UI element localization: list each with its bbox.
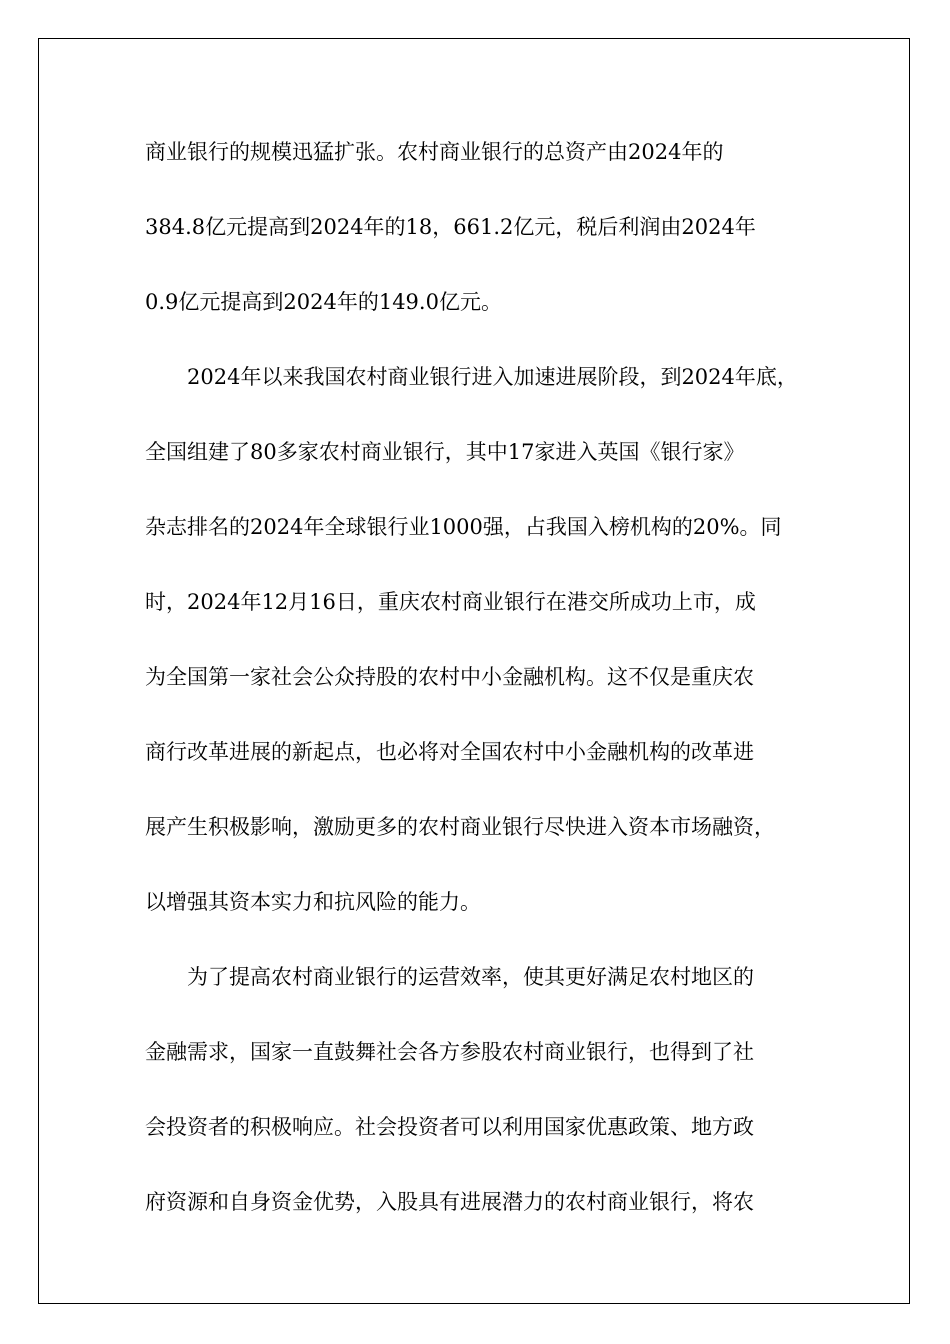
text-line: 384.8亿元提高到2024年的18，661.2亿元，税后利润由2024年 xyxy=(145,215,756,239)
text-line: 金融需求，国家一直鼓舞社会各方参股农村商业银行，也得到了社 xyxy=(145,1040,754,1064)
paragraph-first-line: 为了提高农村商业银行的运营效率，使其更好满足农村地区的 xyxy=(187,965,754,989)
text-line: 展产生积极影响，激励更多的农村商业银行尽快进入资本市场融资， xyxy=(145,815,775,839)
text-line: 杂志排名的2024年全球银行业1000强，占我国入榜机构的20%。同 xyxy=(145,515,782,539)
text-line: 0.9亿元提高到2024年的149.0亿元。 xyxy=(145,290,502,314)
text-line: 商行改革进展的新起点，也必将对全国农村中小金融机构的改革进 xyxy=(145,740,754,764)
text-line: 商业银行的规模迅猛扩张。农村商业银行的总资产由2024年的 xyxy=(145,140,724,164)
text-line: 府资源和自身资金优势，入股具有进展潜力的农村商业银行，将农 xyxy=(145,1190,754,1214)
document-body xyxy=(145,128,825,1253)
text-line: 为全国第一家社会公众持股的农村中小金融机构。这不仅是重庆农 xyxy=(145,665,754,689)
text-line: 以增强其资本实力和抗风险的能力。 xyxy=(145,890,481,914)
text-line: 会投资者的积极响应。社会投资者可以利用国家优惠政策、地方政 xyxy=(145,1115,754,1139)
paragraph-first-line: 2024年以来我国农村商业银行进入加速进展阶段，到2024年底， xyxy=(187,365,798,389)
text-line: 全国组建了80多家农村商业银行，其中17家进入英国《银行家》 xyxy=(145,440,745,464)
text-line: 时，2024年12月16日，重庆农村商业银行在港交所成功上市，成 xyxy=(145,590,756,614)
